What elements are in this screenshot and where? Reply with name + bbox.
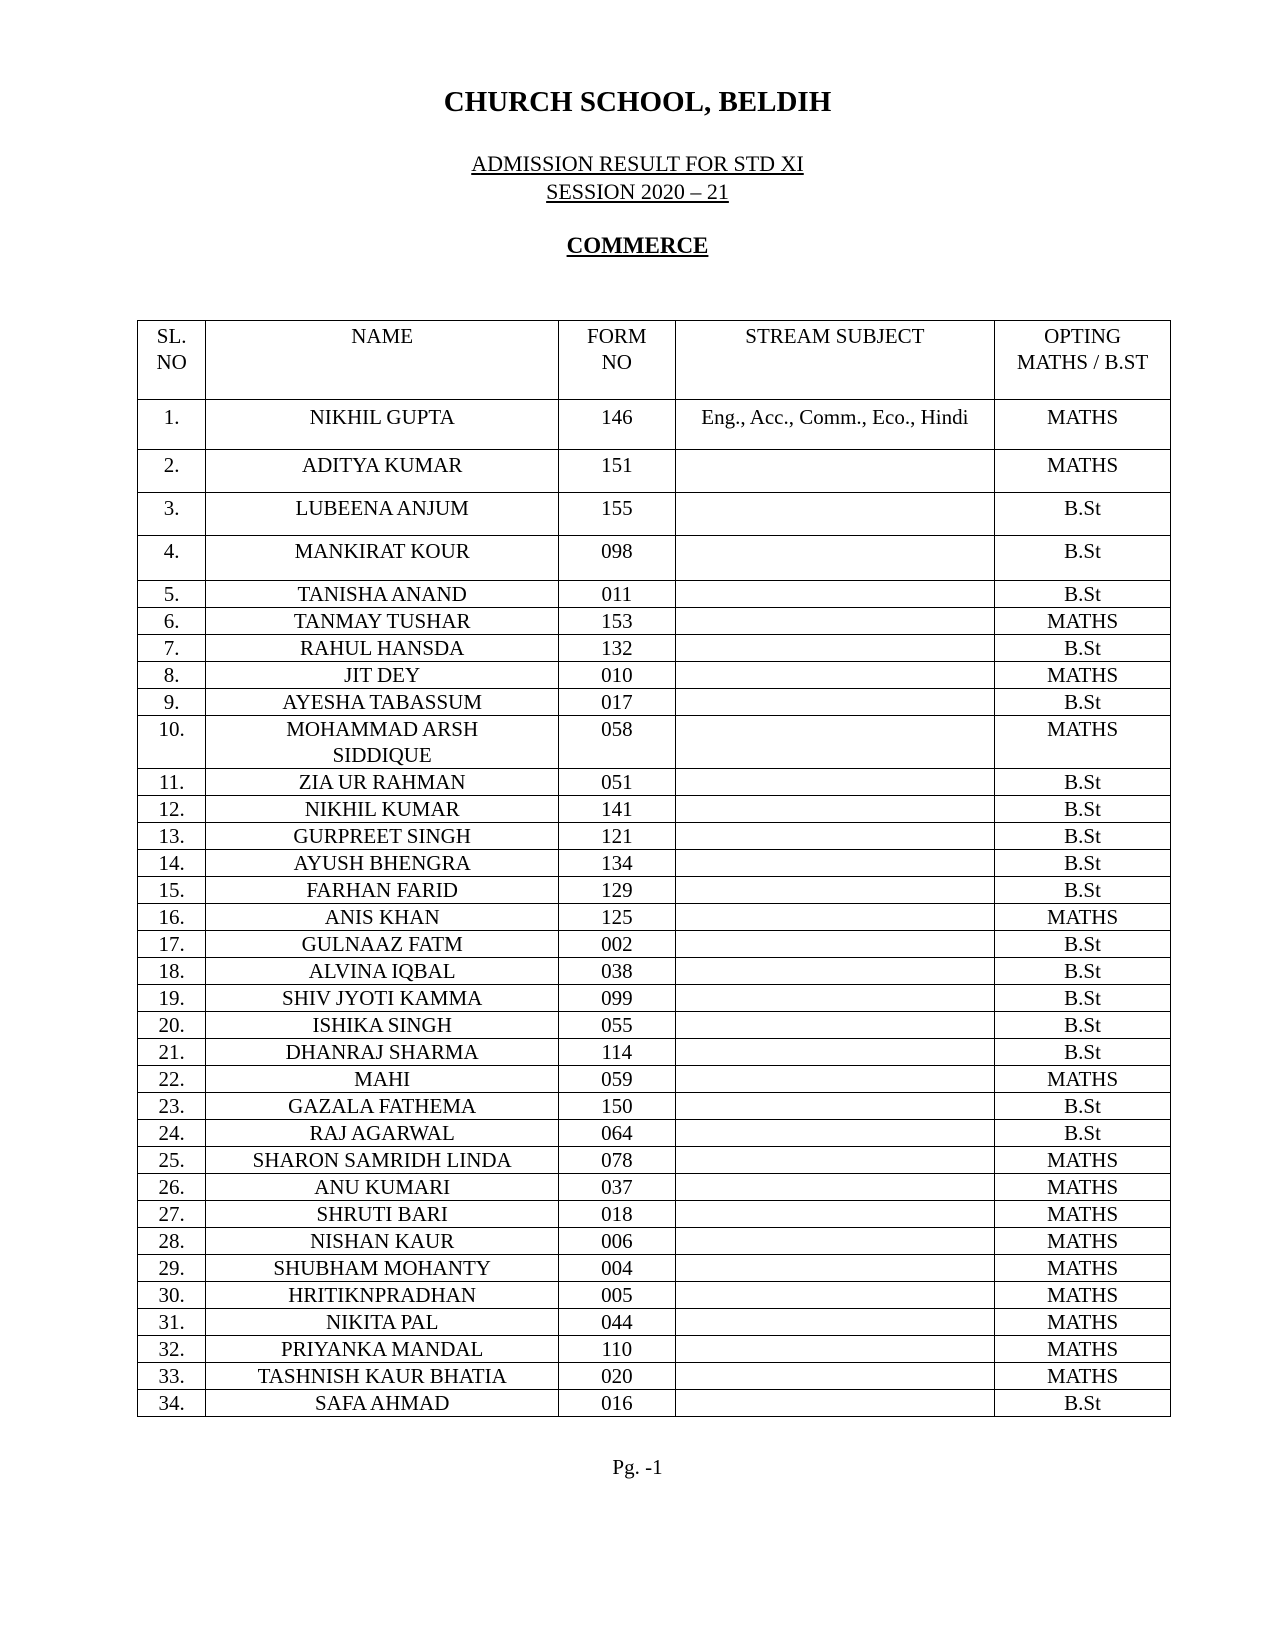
form-no-cell: 155	[559, 493, 676, 536]
name-cell: SHUBHAM MOHANTY	[206, 1255, 559, 1282]
sl-no-cell: 8.	[138, 662, 206, 689]
name-cell: SHARON SAMRIDH LINDA	[206, 1147, 559, 1174]
stream-subject-cell	[675, 1336, 995, 1363]
form-no-cell: 018	[559, 1201, 676, 1228]
stream-subject-cell	[675, 1120, 995, 1147]
name-cell: NIKHIL KUMAR	[206, 796, 559, 823]
form-no-cell: 099	[559, 985, 676, 1012]
table-row	[138, 1093, 1171, 1120]
opting-cell: MATHS	[995, 450, 1171, 493]
sl-no-cell: 5.	[138, 581, 206, 608]
opting-cell: B.St	[995, 493, 1171, 536]
opting-cell: B.St	[995, 796, 1171, 823]
name-cell: NIKHIL GUPTA	[206, 400, 559, 450]
header-opting: OPTING MATHS / B.ST	[995, 321, 1171, 400]
form-no-cell: 017	[559, 689, 676, 716]
table-row	[138, 536, 1171, 581]
name-cell: TASHNISH KAUR BHATIA	[206, 1363, 559, 1390]
table-row	[138, 635, 1171, 662]
sl-no-cell: 12.	[138, 796, 206, 823]
table-row	[138, 716, 1171, 769]
opting-cell: MATHS	[995, 716, 1171, 769]
form-no-cell: 044	[559, 1309, 676, 1336]
stream-subject-cell	[675, 958, 995, 985]
table-row	[138, 1120, 1171, 1147]
name-cell: RAHUL HANSDA	[206, 635, 559, 662]
opting-cell: B.St	[995, 985, 1171, 1012]
name-cell: SHRUTI BARI	[206, 1201, 559, 1228]
sl-no-cell: 18.	[138, 958, 206, 985]
form-no-cell: 006	[559, 1228, 676, 1255]
opting-cell: MATHS	[995, 1147, 1171, 1174]
name-cell: ANIS KHAN	[206, 904, 559, 931]
table-row	[138, 1309, 1171, 1336]
stream-subject-cell	[675, 608, 995, 635]
form-no-cell: 150	[559, 1093, 676, 1120]
sl-no-cell: 11.	[138, 769, 206, 796]
form-no-cell: 078	[559, 1147, 676, 1174]
table-row	[138, 1201, 1171, 1228]
opting-cell: MATHS	[995, 1363, 1171, 1390]
opting-cell: B.St	[995, 1120, 1171, 1147]
table-row	[138, 1228, 1171, 1255]
form-no-cell: 005	[559, 1282, 676, 1309]
form-no-cell: 153	[559, 608, 676, 635]
stream-subject-cell	[675, 796, 995, 823]
page-number: Pg. -1	[612, 1455, 663, 1479]
stream-subject-cell	[675, 1012, 995, 1039]
sl-no-cell: 22.	[138, 1066, 206, 1093]
sl-no-cell: 20.	[138, 1012, 206, 1039]
stream-subject-cell	[675, 450, 995, 493]
name-cell: ANU KUMARI	[206, 1174, 559, 1201]
opting-cell: MATHS	[995, 1066, 1171, 1093]
sl-no-cell: 7.	[138, 635, 206, 662]
form-no-cell: 010	[559, 662, 676, 689]
name-cell: ISHIKA SINGH	[206, 1012, 559, 1039]
opting-cell: B.St	[995, 1039, 1171, 1066]
stream-subject-cell	[675, 662, 995, 689]
name-cell: AYESHA TABASSUM	[206, 689, 559, 716]
table-row	[138, 1390, 1171, 1417]
stream-subject-cell	[675, 823, 995, 850]
table-header-row	[138, 321, 1171, 400]
opting-cell: B.St	[995, 635, 1171, 662]
stream-subject-cell	[675, 1309, 995, 1336]
stream-subject-cell	[675, 1147, 995, 1174]
opting-cell: B.St	[995, 536, 1171, 581]
form-no-cell: 146	[559, 400, 676, 450]
opting-cell: B.St	[995, 1012, 1171, 1039]
table-row	[138, 850, 1171, 877]
table-row	[138, 581, 1171, 608]
sl-no-cell: 23.	[138, 1093, 206, 1120]
stream-subject-cell	[675, 769, 995, 796]
stream-subject-cell	[675, 904, 995, 931]
name-cell: GURPREET SINGH	[206, 823, 559, 850]
name-cell: TANISHA ANAND	[206, 581, 559, 608]
form-no-cell: 058	[559, 716, 676, 769]
form-no-cell: 141	[559, 796, 676, 823]
session-heading-text: SESSION 2020 – 21	[546, 179, 729, 204]
opting-cell: MATHS	[995, 1309, 1171, 1336]
stream-heading	[0, 233, 1275, 259]
sl-no-cell: 9.	[138, 689, 206, 716]
table-row	[138, 608, 1171, 635]
table-row	[138, 1282, 1171, 1309]
opting-cell: MATHS	[995, 1336, 1171, 1363]
sl-no-cell: 6.	[138, 608, 206, 635]
table-row	[138, 689, 1171, 716]
opting-cell: MATHS	[995, 608, 1171, 635]
form-no-cell: 011	[559, 581, 676, 608]
sl-no-cell: 2.	[138, 450, 206, 493]
form-no-cell: 002	[559, 931, 676, 958]
name-cell: TANMAY TUSHAR	[206, 608, 559, 635]
sl-no-cell: 34.	[138, 1390, 206, 1417]
table-row	[138, 769, 1171, 796]
stream-subject-cell	[675, 931, 995, 958]
sl-no-cell: 19.	[138, 985, 206, 1012]
sl-no-cell: 24.	[138, 1120, 206, 1147]
table-row	[138, 958, 1171, 985]
form-no-cell: 151	[559, 450, 676, 493]
stream-subject-cell	[675, 536, 995, 581]
school-title: CHURCH SCHOOL, BELDIH	[443, 86, 832, 118]
opting-cell: B.St	[995, 581, 1171, 608]
form-no-cell: 134	[559, 850, 676, 877]
form-no-cell: 020	[559, 1363, 676, 1390]
opting-cell: B.St	[995, 823, 1171, 850]
name-cell: AYUSH BHENGRA	[206, 850, 559, 877]
sl-no-cell: 15.	[138, 877, 206, 904]
name-cell: NIKITA PAL	[206, 1309, 559, 1336]
opting-cell: B.St	[995, 931, 1171, 958]
name-cell: SHIV JYOTI KAMMA	[206, 985, 559, 1012]
sl-no-cell: 13.	[138, 823, 206, 850]
opting-cell: MATHS	[995, 904, 1171, 931]
opting-cell: MATHS	[995, 662, 1171, 689]
sl-no-cell: 14.	[138, 850, 206, 877]
admission-heading-text: ADMISSION RESULT FOR STD XI	[471, 151, 804, 176]
sl-no-cell: 25.	[138, 1147, 206, 1174]
table-row	[138, 1012, 1171, 1039]
stream-subject-cell	[675, 1039, 995, 1066]
name-cell: GAZALA FATHEMA	[206, 1093, 559, 1120]
table-row	[138, 823, 1171, 850]
stream-subject-cell	[675, 1255, 995, 1282]
sl-no-cell: 4.	[138, 536, 206, 581]
header-name: NAME	[206, 321, 559, 400]
name-cell: ADITYA KUMAR	[206, 450, 559, 493]
table-row	[138, 931, 1171, 958]
stream-subject-cell	[675, 1066, 995, 1093]
sl-no-cell: 17.	[138, 931, 206, 958]
sl-no-cell: 1.	[138, 400, 206, 450]
table-row	[138, 1039, 1171, 1066]
stream-subject-cell: Eng., Acc., Comm., Eco., Hindi	[675, 400, 995, 450]
name-cell: SAFA AHMAD	[206, 1390, 559, 1417]
stream-subject-cell	[675, 1228, 995, 1255]
stream-subject-cell	[675, 1282, 995, 1309]
opting-cell: MATHS	[995, 1174, 1171, 1201]
name-cell: GULNAAZ FATM	[206, 931, 559, 958]
opting-cell: MATHS	[995, 1201, 1171, 1228]
session-heading	[0, 178, 1275, 206]
table-row	[138, 450, 1171, 493]
stream-subject-cell	[675, 689, 995, 716]
stream-subject-cell	[675, 877, 995, 904]
stream-subject-cell	[675, 635, 995, 662]
table-row	[138, 1255, 1171, 1282]
name-cell: DHANRAJ SHARMA	[206, 1039, 559, 1066]
name-cell: HRITIKNPRADHAN	[206, 1282, 559, 1309]
header-form-no: FORM NO	[559, 321, 676, 400]
sl-no-cell: 28.	[138, 1228, 206, 1255]
name-cell: MOHAMMAD ARSH SIDDIQUE	[206, 716, 559, 769]
opting-cell: MATHS	[995, 1255, 1171, 1282]
opting-cell: B.St	[995, 689, 1171, 716]
sl-no-cell: 29.	[138, 1255, 206, 1282]
sl-no-cell: 10.	[138, 716, 206, 769]
table-row	[138, 904, 1171, 931]
name-cell: MAHI	[206, 1066, 559, 1093]
table-row	[138, 985, 1171, 1012]
name-cell: LUBEENA ANJUM	[206, 493, 559, 536]
stream-subject-cell	[675, 1390, 995, 1417]
stream-subject-cell	[675, 850, 995, 877]
opting-cell: B.St	[995, 958, 1171, 985]
form-no-cell: 059	[559, 1066, 676, 1093]
opting-cell: B.St	[995, 877, 1171, 904]
form-no-cell: 037	[559, 1174, 676, 1201]
header-stream-subject: STREAM SUBJECT	[675, 321, 995, 400]
header-sl-no: SL. NO	[138, 321, 206, 400]
stream-heading-text: COMMERCE	[566, 233, 709, 258]
opting-cell: MATHS	[995, 400, 1171, 450]
table-row	[138, 493, 1171, 536]
form-no-cell: 004	[559, 1255, 676, 1282]
opting-cell: B.St	[995, 1390, 1171, 1417]
form-no-cell: 110	[559, 1336, 676, 1363]
sl-no-cell: 3.	[138, 493, 206, 536]
stream-subject-cell	[675, 1093, 995, 1120]
name-cell: FARHAN FARID	[206, 877, 559, 904]
table-row	[138, 1147, 1171, 1174]
sl-no-cell: 33.	[138, 1363, 206, 1390]
stream-subject-cell	[675, 581, 995, 608]
table-row	[138, 662, 1171, 689]
name-cell: ALVINA IQBAL	[206, 958, 559, 985]
opting-cell: B.St	[995, 769, 1171, 796]
table-row	[138, 400, 1171, 450]
form-no-cell: 055	[559, 1012, 676, 1039]
form-no-cell: 016	[559, 1390, 676, 1417]
sl-no-cell: 30.	[138, 1282, 206, 1309]
form-no-cell: 064	[559, 1120, 676, 1147]
admission-result-table	[137, 320, 1171, 1417]
name-cell: MANKIRAT KOUR	[206, 536, 559, 581]
form-no-cell: 114	[559, 1039, 676, 1066]
table-row	[138, 796, 1171, 823]
admission-heading	[0, 150, 1275, 178]
stream-subject-cell	[675, 1201, 995, 1228]
stream-subject-cell	[675, 716, 995, 769]
name-cell: RAJ AGARWAL	[206, 1120, 559, 1147]
form-no-cell: 129	[559, 877, 676, 904]
sl-no-cell: 31.	[138, 1309, 206, 1336]
stream-subject-cell	[675, 493, 995, 536]
name-cell: NISHAN KAUR	[206, 1228, 559, 1255]
sl-no-cell: 27.	[138, 1201, 206, 1228]
table-row	[138, 877, 1171, 904]
sl-no-cell: 26.	[138, 1174, 206, 1201]
form-no-cell: 132	[559, 635, 676, 662]
form-no-cell: 121	[559, 823, 676, 850]
sl-no-cell: 16.	[138, 904, 206, 931]
sl-no-cell: 21.	[138, 1039, 206, 1066]
stream-subject-cell	[675, 1363, 995, 1390]
form-no-cell: 051	[559, 769, 676, 796]
table-row	[138, 1174, 1171, 1201]
opting-cell: MATHS	[995, 1282, 1171, 1309]
table-row	[138, 1336, 1171, 1363]
table-row	[138, 1066, 1171, 1093]
form-no-cell: 098	[559, 536, 676, 581]
table-row	[138, 1363, 1171, 1390]
stream-subject-cell	[675, 1174, 995, 1201]
opting-cell: MATHS	[995, 1228, 1171, 1255]
name-cell: ZIA UR RAHMAN	[206, 769, 559, 796]
stream-subject-cell	[675, 985, 995, 1012]
form-no-cell: 038	[559, 958, 676, 985]
name-cell: JIT DEY	[206, 662, 559, 689]
name-cell: PRIYANKA MANDAL	[206, 1336, 559, 1363]
form-no-cell: 125	[559, 904, 676, 931]
sl-no-cell: 32.	[138, 1336, 206, 1363]
opting-cell: B.St	[995, 850, 1171, 877]
opting-cell: B.St	[995, 1093, 1171, 1120]
